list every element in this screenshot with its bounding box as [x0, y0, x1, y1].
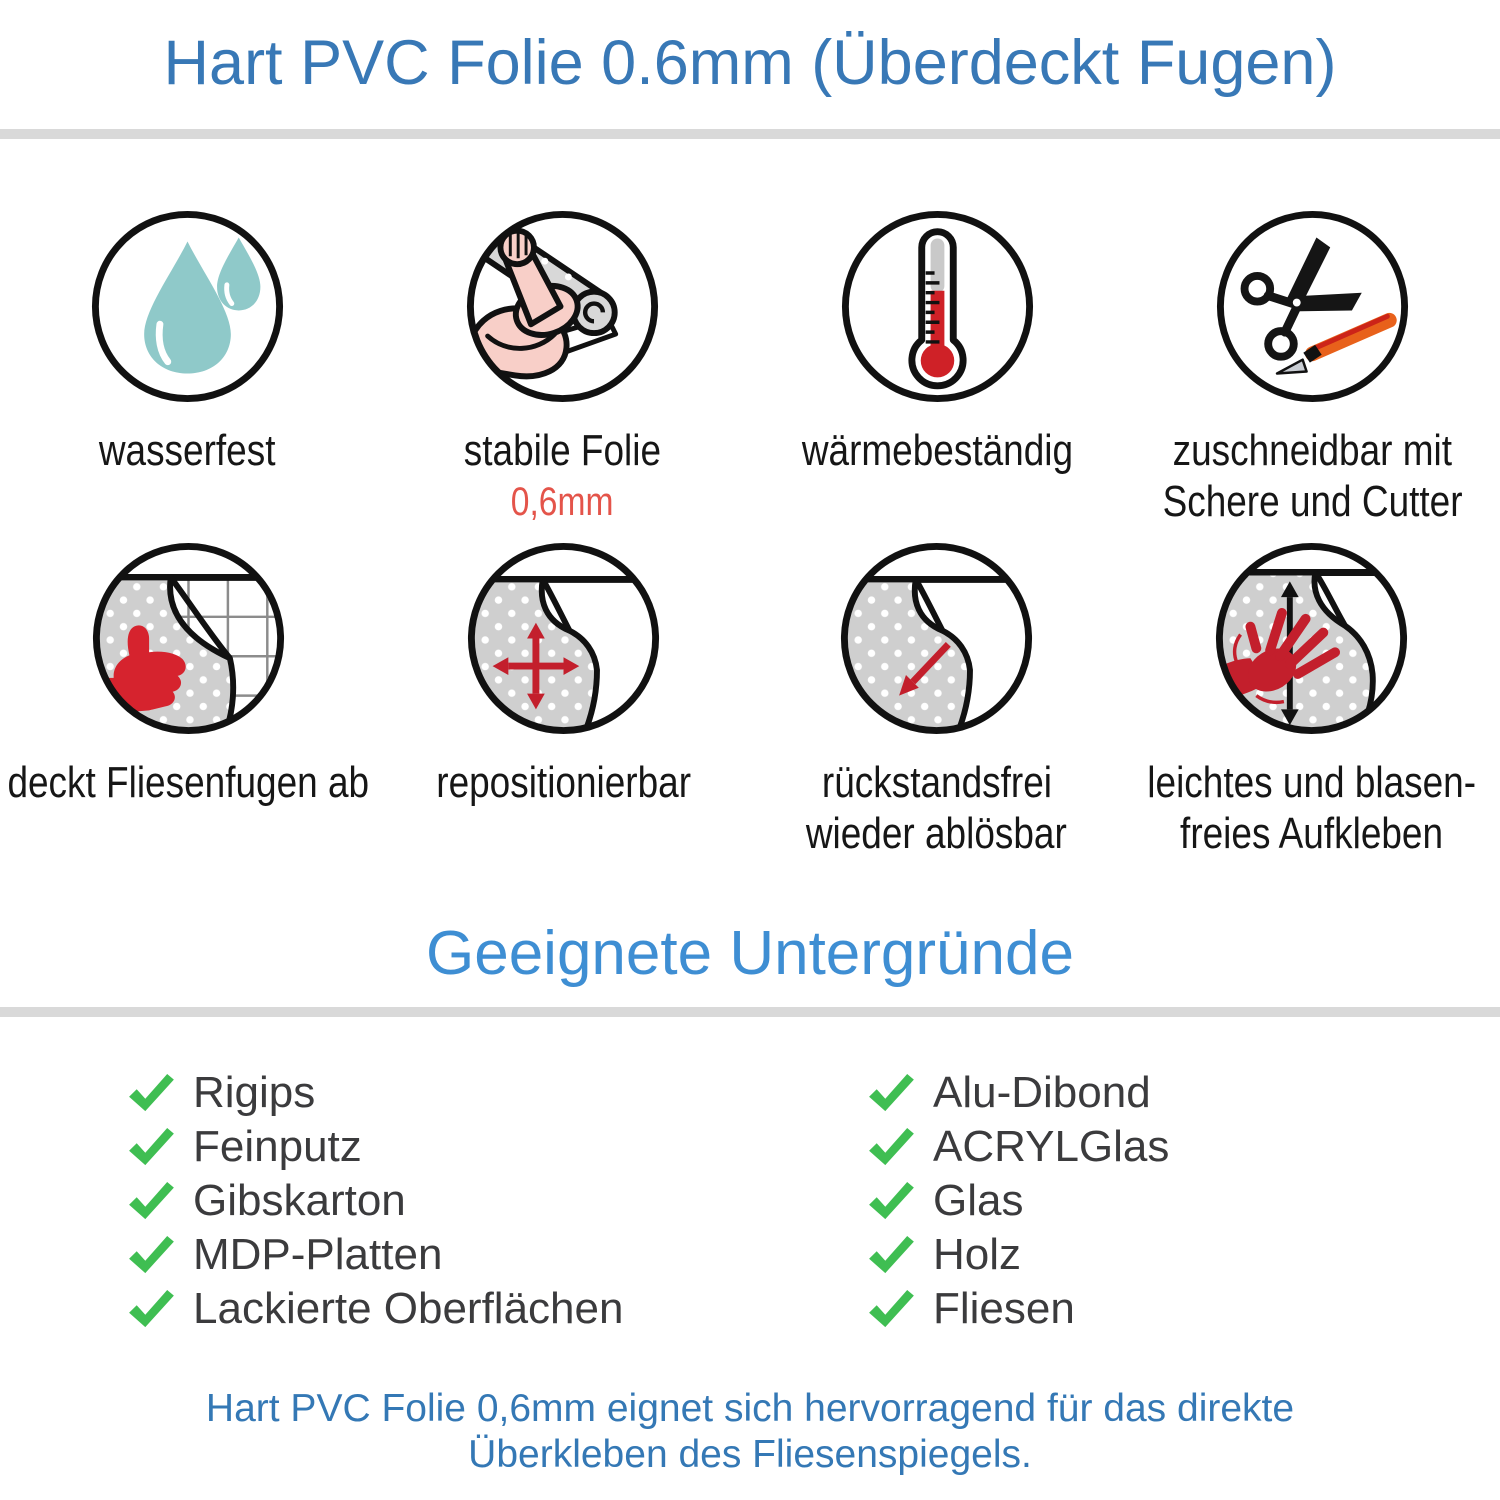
list-item — [127, 1120, 623, 1174]
list-item-label: ACRYLGlas — [933, 1122, 1170, 1171]
feature-repositionierbar — [377, 540, 750, 859]
feature-wasserfest — [0, 208, 375, 527]
list-item — [127, 1174, 623, 1228]
substrates-list-left — [127, 1066, 623, 1336]
check-icon — [127, 1289, 175, 1329]
feature-label: wärmebeständig — [801, 426, 1074, 475]
feature-label: rückstandsfrei wieder ablösbar — [806, 758, 1067, 858]
feature-row-2 — [0, 540, 1500, 859]
list-item — [867, 1228, 1169, 1282]
divider-bar-section — [0, 1007, 1500, 1017]
feature-label: leichtes und blasen- freies Aufkleben — [1147, 758, 1476, 858]
thermometer-icon — [839, 208, 1036, 405]
feature-label: zuschneidbar mit Schere und Cutter — [1162, 426, 1463, 526]
substrates-list-right — [867, 1066, 1169, 1336]
muscle-arm-foil-roll-icon — [464, 208, 661, 405]
list-item-label: Fliesen — [933, 1284, 1075, 1333]
check-icon — [867, 1181, 915, 1221]
list-item — [867, 1282, 1169, 1336]
list-item-label: Lackierte Oberflächen — [193, 1284, 624, 1333]
feature-aufkleben — [1123, 540, 1500, 859]
divider-bar-top — [0, 129, 1500, 139]
feature-label: wasserfest — [99, 426, 276, 475]
list-item — [867, 1066, 1169, 1120]
feature-rueckstandsfrei — [750, 540, 1123, 859]
list-item-label: Alu-Dibond — [933, 1068, 1151, 1117]
list-item-label: Gibskarton — [193, 1176, 406, 1225]
move-arrows-foil-icon — [465, 540, 662, 737]
check-icon — [127, 1127, 175, 1167]
footer-note — [0, 1386, 1500, 1478]
check-icon — [867, 1127, 915, 1167]
feature-thickness-value: 0,6mm — [511, 480, 614, 524]
footer-line-1: Hart PVC Folie 0,6mm eignet sich hervorragend für das direkte — [205, 1387, 1295, 1430]
check-icon — [127, 1073, 175, 1113]
feature-row-1 — [0, 208, 1500, 527]
list-item-label: Rigips — [193, 1068, 316, 1117]
water-drops-icon — [89, 208, 286, 405]
thumbs-up-tile-grid-icon — [90, 540, 287, 737]
list-item — [867, 1174, 1169, 1228]
list-item-label: MDP-Platten — [193, 1230, 443, 1279]
feature-stabile-folie — [375, 208, 750, 527]
list-item — [867, 1120, 1169, 1174]
scissors-and-cutter-icon — [1214, 208, 1411, 405]
feature-label: deckt Fliesenfugen ab — [7, 758, 370, 807]
page-title: Hart PVC Folie 0.6mm (Überdeckt Fugen) — [163, 28, 1337, 98]
list-item-label: Holz — [933, 1230, 1022, 1279]
list-item — [127, 1066, 623, 1120]
list-item-label: Feinputz — [193, 1122, 362, 1171]
check-icon — [867, 1235, 915, 1275]
check-icon — [127, 1235, 175, 1275]
section-heading: Geeignete Untergründe — [425, 919, 1074, 988]
list-item — [127, 1228, 623, 1282]
hand-smoothing-foil-icon — [1213, 540, 1410, 737]
check-icon — [867, 1289, 915, 1329]
list-item-label: Glas — [933, 1176, 1024, 1225]
footer-line-2: Überkleben des Fliesenspiegels. — [468, 1433, 1032, 1476]
check-icon — [127, 1181, 175, 1221]
feature-label: repositionierbar — [436, 758, 691, 807]
feature-zuschneidbar — [1125, 208, 1500, 527]
feature-deckt-fliesenfugen — [0, 540, 377, 859]
peel-off-arrow-foil-icon — [838, 540, 1035, 737]
feature-label: stabile Folie — [463, 426, 662, 475]
list-item — [127, 1282, 623, 1336]
feature-waermebestaendig — [750, 208, 1125, 527]
check-icon — [867, 1073, 915, 1113]
